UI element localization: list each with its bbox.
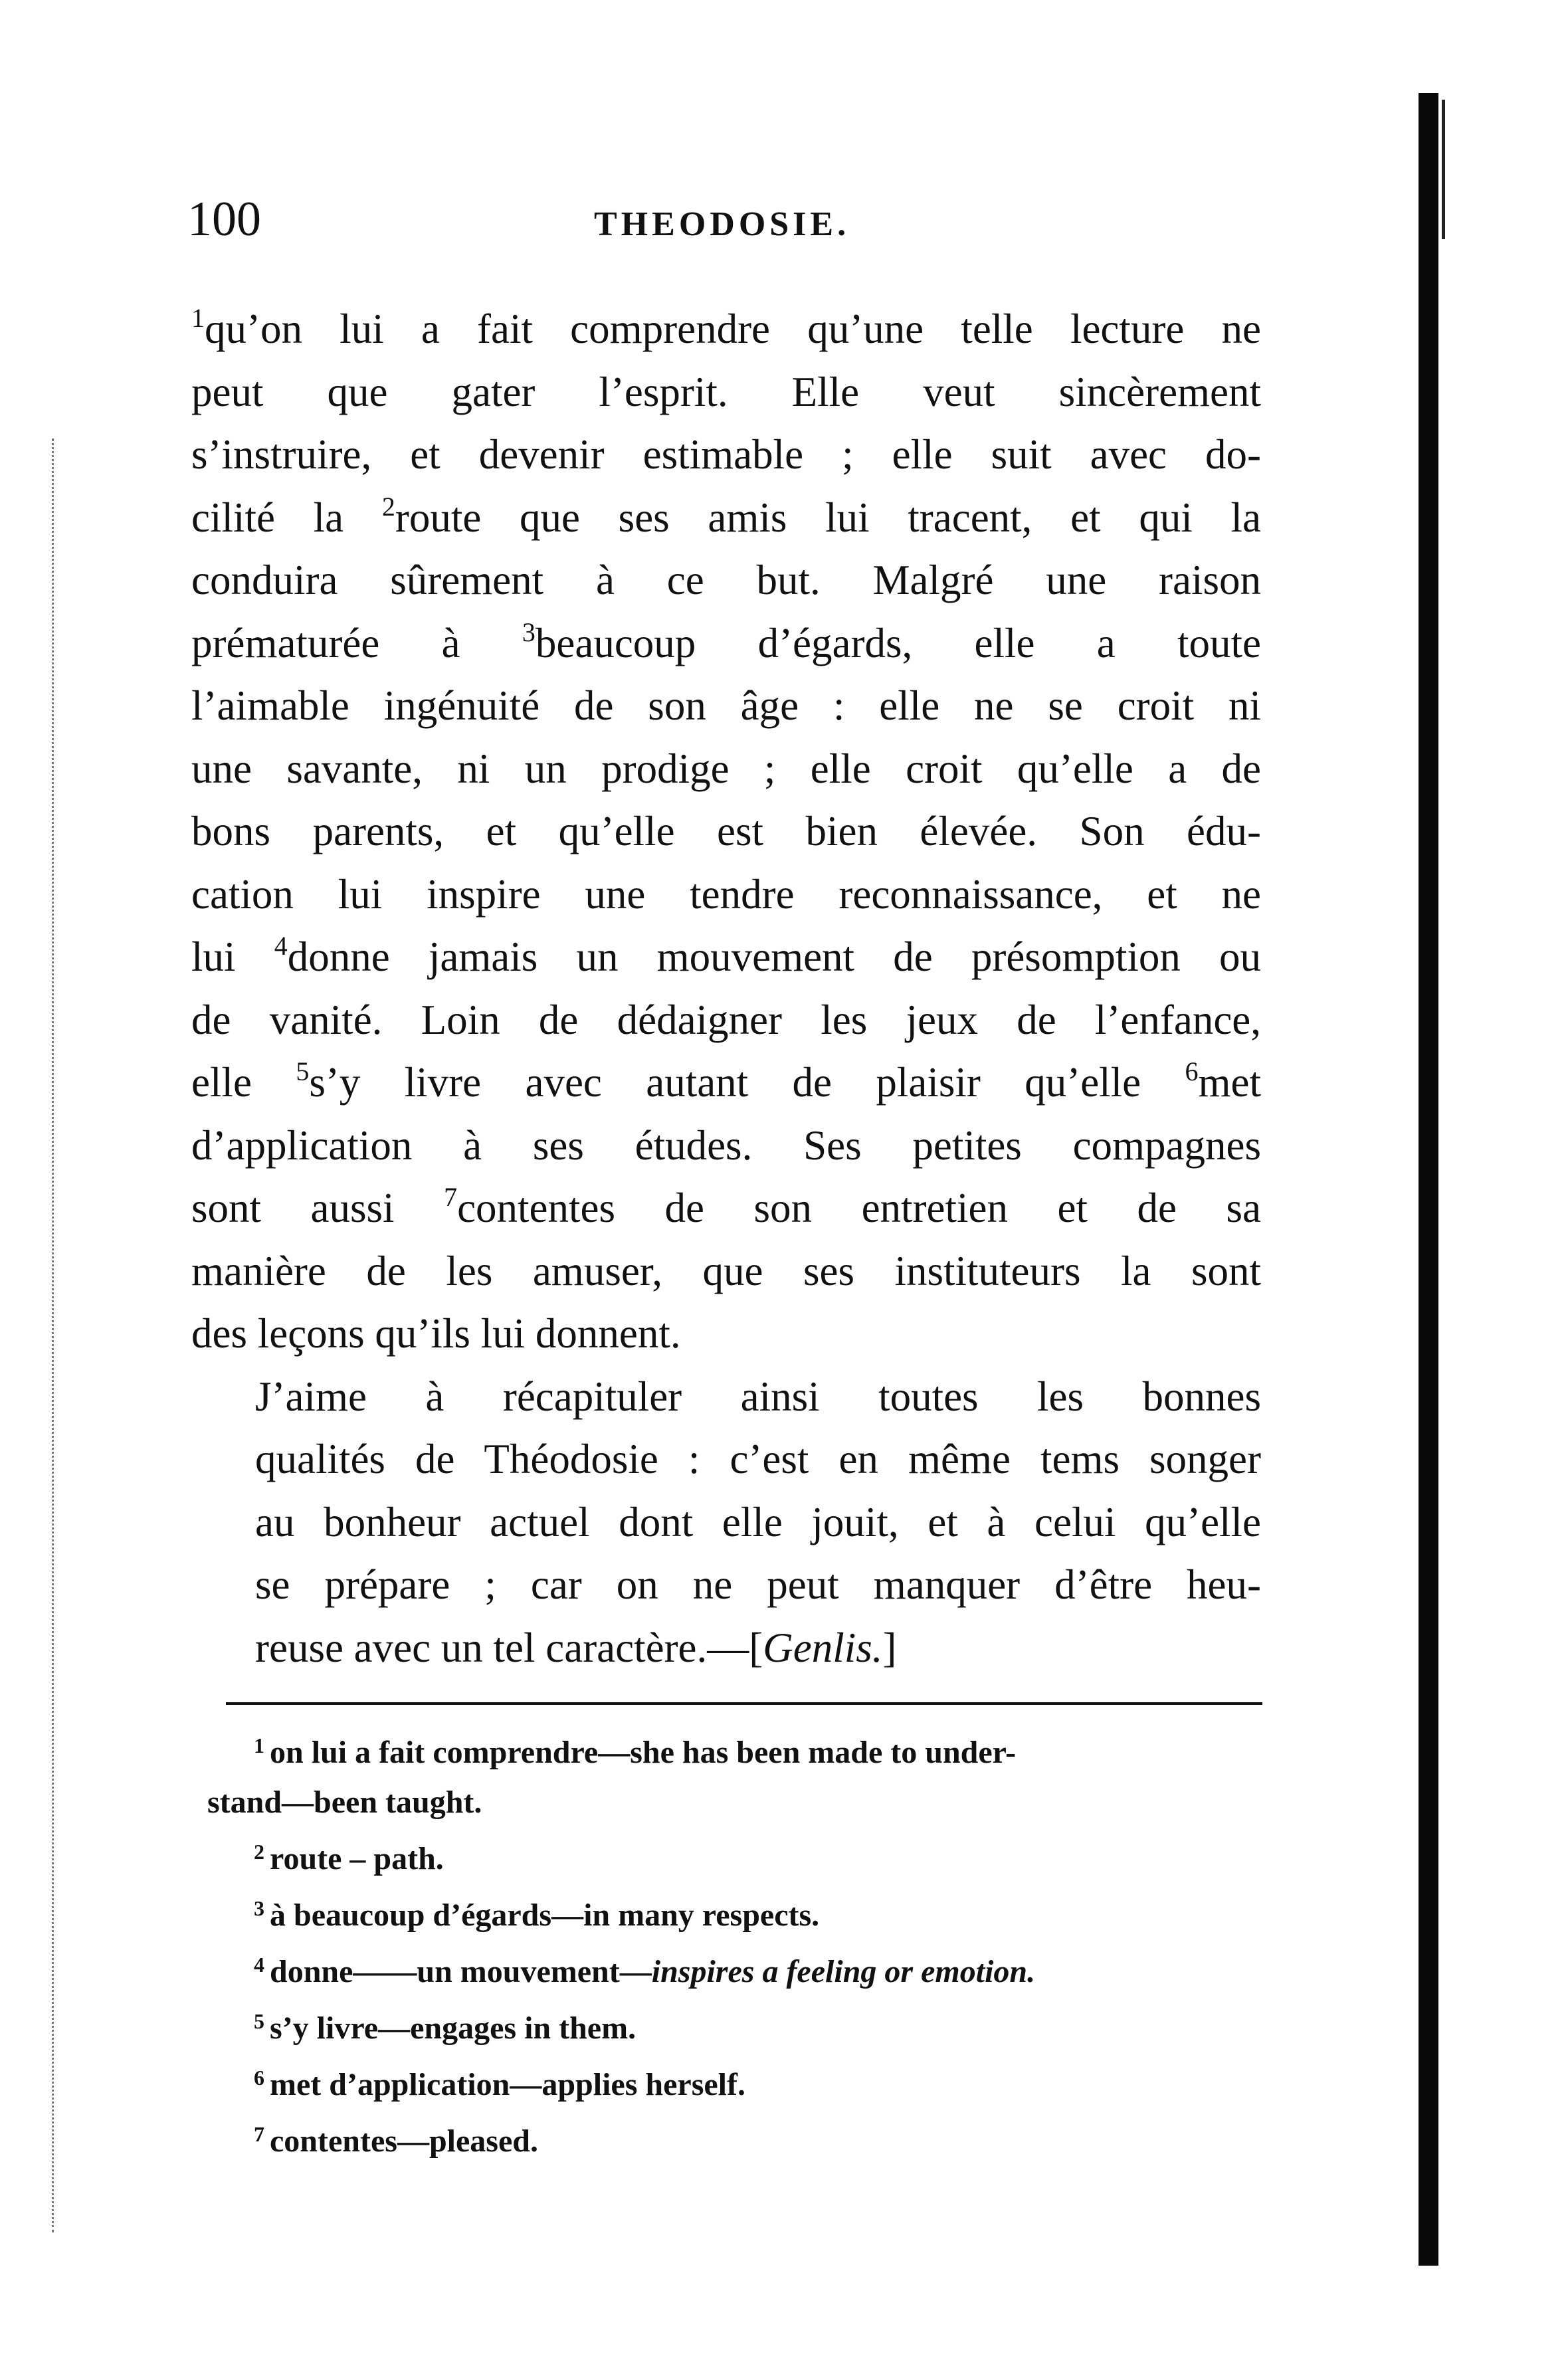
page-header	[187, 186, 1250, 259]
p1-line-5: conduira sûrement à ce but. Malgré une raison	[191, 557, 1261, 603]
p1-line-12: de vanité. Loin de dédaigner les jeux de l’enfance,	[191, 996, 1261, 1043]
footnote-5: $^5$ s’y livre—engages in them.	[254, 2009, 637, 2046]
footnote-1: $^1$ on lui a fait comprendre—she has been made to under-	[254, 1733, 1017, 1770]
p1-line-17: des leçons qu’ils lui donnent.	[191, 1310, 681, 1357]
p1-line-10: cation lui inspire une tendre reconnaissance, et ne	[191, 870, 1261, 918]
footnote-3: $^3$ à beaucoup d’égards—in many respects.	[254, 1896, 820, 1933]
footnote-1-continued: stand—been taught.	[207, 1785, 482, 1820]
footnote-4: $^4$ donne——un mouvement—inspires a feeling or emotion.	[254, 1953, 1036, 1989]
p1-line-15: sont aussi $^7$contentes de son entretien et de sa	[191, 1182, 1261, 1231]
footnote-ref: 3	[522, 617, 536, 647]
p2-line-1: J’aime à récapituler ainsi toutes les bonnes	[255, 1373, 1261, 1420]
body-text	[191, 298, 1261, 1679]
footnote-ref: 5	[296, 1056, 310, 1086]
footnotes	[207, 1721, 1290, 2166]
footnote-ref: 2	[381, 491, 395, 522]
footnote-ref: 6	[1185, 1056, 1199, 1086]
p2-line-2: qualités de Théodosie : c’est en même tems songer	[255, 1436, 1261, 1482]
p1-line-16: manière de les amuser, que ses instituteurs la sont	[191, 1247, 1261, 1294]
p1-line-1: $^1$qu’on lui a fait comprendre qu’une telle lecture ne	[191, 303, 1261, 352]
p2-line-4: se prépare ; car on ne peut manquer d’être heu-	[255, 1561, 1261, 1608]
p1-line-8: une savante, ni un prodige ; elle croit qu’elle a de	[191, 745, 1261, 792]
binding-edge	[1419, 93, 1438, 2266]
p1-line-14: d’application à ses études. Ses petites compagnes	[191, 1122, 1261, 1169]
p1-line-9: bons parents, et qu’elle est bien élevée. Son édu-	[191, 808, 1261, 854]
footnote-rule	[226, 1702, 1262, 1705]
p2-line-5: reuse avec un tel caractère.—[Genlis.]	[255, 1624, 897, 1671]
footnote-6: $^6$ met d’application—applies herself.	[254, 2066, 745, 2102]
left-margin-scan-marks	[52, 439, 58, 2232]
footnote-2: $^2$ route – path.	[254, 1840, 444, 1876]
p1-line-7: l’aimable ingénuité de son âge : elle ne se croit ni	[191, 682, 1261, 729]
binding-edge-thin	[1442, 100, 1445, 239]
author-name: Genlis.	[763, 1624, 883, 1671]
footnote-7: $^7$ contentes—pleased.	[254, 2122, 538, 2159]
running-title: THEODOSIE.	[594, 205, 850, 243]
p2-line-3: au bonheur actuel dont elle jouit, et à celui qu’elle	[255, 1498, 1261, 1545]
p1-line-3: s’instruire, et devenir estimable ; elle suit avec do-	[191, 431, 1261, 478]
p1-line-13: elle $^5$s’y livre avec autant de plaisir qu’elle $^6$met	[191, 1056, 1262, 1106]
p1-line-6: prématurée à $^3$beaucoup d’égards, elle a toute	[191, 617, 1262, 666]
p1-line-2: peut que gater l’esprit. Elle veut sincèrement	[191, 368, 1261, 415]
footnote-ref: 4	[274, 931, 288, 961]
p1-line-11: lui $^4$donne jamais un mouvement de présomption ou	[191, 931, 1261, 980]
page-number: 100	[187, 192, 261, 246]
p1-line-4: cilité la $^2$route que ses amis lui tracent, et qui la	[191, 491, 1261, 541]
footnote-ref: 1	[191, 303, 205, 333]
footnote-ref: 7	[444, 1182, 458, 1212]
paragraph-2	[191, 1365, 1261, 1680]
paragraph-1	[191, 298, 1261, 1365]
